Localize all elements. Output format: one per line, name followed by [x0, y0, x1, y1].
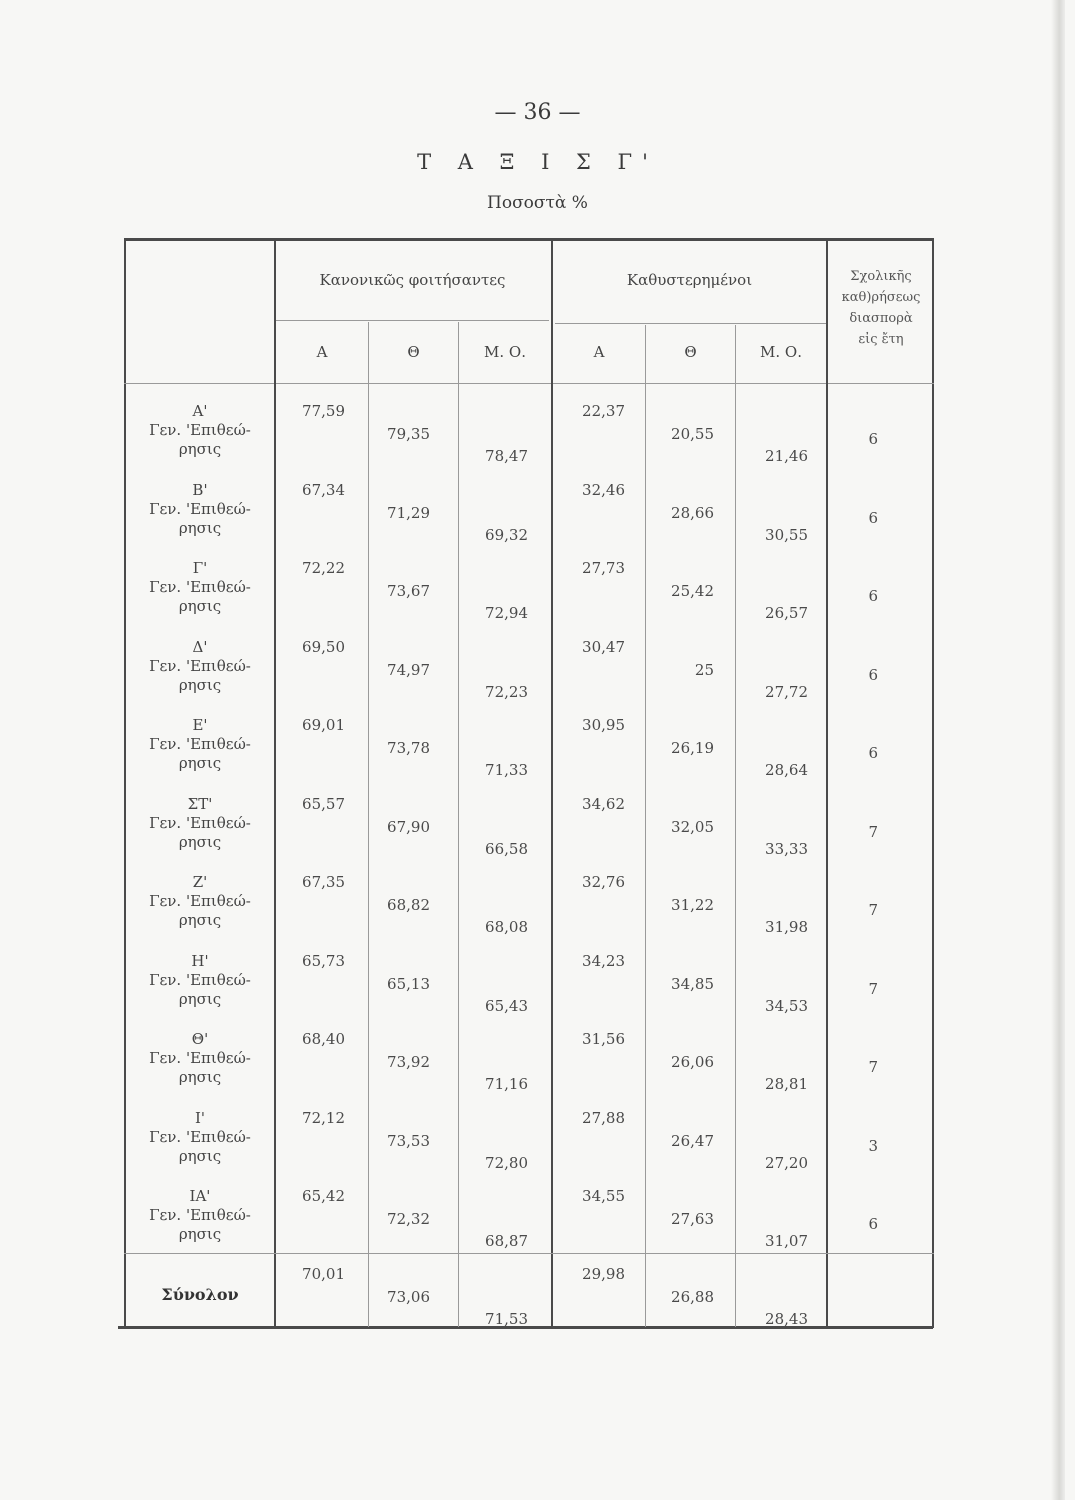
row-label-line: Γεν. 'Επιθεώ- — [149, 892, 251, 910]
row-label — [134, 1109, 266, 1166]
table-cell: 69,32 — [485, 525, 528, 544]
table-cell: 72,23 — [485, 682, 528, 701]
row-label — [134, 1187, 266, 1244]
row-label-line: Γεν. 'Επιθεώ- — [149, 499, 251, 518]
row-label — [134, 1030, 266, 1087]
header-bottom-rule — [124, 383, 934, 384]
table-cell: 72,12 — [302, 1108, 345, 1127]
table-cell: 65,43 — [485, 996, 528, 1015]
table-cell: 67,34 — [302, 480, 345, 499]
total-rule — [124, 1253, 934, 1254]
table-cell: 32,76 — [582, 873, 625, 891]
row-label-line: ρησις — [178, 440, 222, 458]
row-label-line: ΣΤ' — [187, 794, 213, 813]
table-cell: 6 — [868, 508, 878, 527]
table-cell: 6 — [868, 744, 878, 762]
row-label-line: ρησις — [178, 1146, 222, 1165]
table-cell: 79,35 — [387, 425, 430, 443]
table-cell: 34,62 — [582, 794, 625, 813]
table-cell: 69,01 — [302, 716, 345, 734]
table-cell: 69,50 — [302, 637, 345, 656]
table-cell: 6 — [868, 1215, 878, 1233]
row-label-line: Γεν. 'Επιθεώ- — [149, 1049, 251, 1067]
row-label-line: ρησις — [178, 754, 222, 772]
row-label-line: ρησις — [178, 989, 222, 1008]
row-label-line: Γεν. 'Επιθεώ- — [149, 1127, 251, 1146]
table-cell: 30,95 — [582, 716, 625, 734]
table-cell: 30,55 — [765, 525, 808, 544]
table-cell: 31,98 — [765, 918, 808, 936]
table-cell: 71,29 — [387, 503, 430, 522]
table-cell: 68,40 — [302, 1030, 345, 1048]
table-cell: 65,73 — [302, 951, 345, 970]
header-dispersion-line-3: διασπορὰ — [849, 311, 913, 326]
table-cell: 34,23 — [582, 951, 625, 970]
table-cell: 73,67 — [387, 582, 430, 600]
row-label-line: Α' — [192, 402, 208, 420]
table-cell: 72,94 — [485, 604, 528, 622]
row-label-line: Η' — [191, 951, 209, 970]
row-label-line: Γεν. 'Επιθεώ- — [149, 656, 251, 675]
table-cell: 71,33 — [485, 761, 528, 779]
table-top-border — [124, 238, 934, 241]
table-cell: 26,06 — [671, 1053, 714, 1071]
table-cell: 65,13 — [387, 974, 430, 993]
row-label — [134, 402, 266, 459]
total-cell: 28,43 — [765, 1310, 808, 1328]
table-cell: 72,32 — [387, 1210, 430, 1228]
table-cell: 72,80 — [485, 1153, 528, 1172]
row-label — [134, 559, 266, 616]
page-number: — 36 — — [494, 100, 581, 125]
table-cell: 33,33 — [765, 839, 808, 858]
row-label-line: Γεν. 'Επιθεώ- — [149, 970, 251, 989]
table-cell: 27,88 — [582, 1108, 625, 1127]
table-right-border — [932, 238, 934, 1328]
row-label-line: Γεν. 'Επιθεώ- — [149, 1206, 251, 1224]
table-cell: 66,58 — [485, 839, 528, 858]
table-cell: 68,08 — [485, 918, 528, 936]
row-label-line: Γεν. 'Επιθεώ- — [149, 578, 251, 596]
group-rule-1 — [276, 320, 549, 321]
table-cell: 67,35 — [302, 873, 345, 891]
header-dispersion — [828, 266, 934, 350]
table-cell: 30,47 — [582, 637, 625, 656]
row-label — [134, 952, 266, 1009]
table-cell: 67,90 — [387, 817, 430, 836]
row-label-line: ρησις — [178, 597, 222, 615]
col-line-a2 — [645, 325, 646, 1327]
table-cell: 65,42 — [302, 1187, 345, 1205]
table-cell: 27,72 — [765, 682, 808, 701]
col-header-mo-regular: Μ. Ο. — [484, 343, 526, 361]
table-cell: 7 — [868, 822, 878, 841]
table-cell: 34,85 — [671, 974, 714, 993]
table-cell: 22,37 — [582, 402, 625, 420]
total-cell: 73,06 — [387, 1288, 430, 1306]
table-cell: 68,82 — [387, 896, 430, 914]
page-title: Τ Α Ξ Ι Σ Γ' — [417, 150, 658, 174]
group-header-regular: Κανονικῶς φοιτήσαντες — [319, 271, 506, 289]
col-line-dispersion — [826, 240, 828, 1327]
table-cell: 31,56 — [582, 1030, 625, 1048]
col-line-group — [551, 240, 553, 1327]
col-line-a1 — [368, 322, 369, 1327]
row-label — [134, 481, 266, 538]
total-label: Σύνολον — [161, 1285, 239, 1304]
row-label-line: ρησις — [178, 1225, 222, 1243]
table-cell: 26,47 — [671, 1131, 714, 1150]
header-dispersion-line-2: καθ)ρήσεως — [841, 290, 921, 305]
row-label-line: ρησις — [178, 911, 222, 929]
table-cell: 27,20 — [765, 1153, 808, 1172]
col-header-t-delayed: Θ — [684, 343, 697, 361]
table-cell: 7 — [868, 901, 878, 919]
table-cell: 31,22 — [671, 896, 714, 914]
table-cell: 27,73 — [582, 559, 625, 577]
table-cell: 7 — [868, 1058, 878, 1076]
col-header-a-delayed: Α — [593, 343, 605, 361]
row-label-line: ρησις — [178, 832, 222, 851]
total-cell: 71,53 — [485, 1310, 528, 1328]
table-cell: 73,53 — [387, 1131, 430, 1150]
page-subtitle: Ποσοστὰ % — [487, 193, 588, 213]
table-left-border — [124, 238, 126, 1328]
row-label-line: ρησις — [178, 675, 222, 694]
total-cell: 70,01 — [302, 1265, 345, 1283]
table-cell: 27,63 — [671, 1210, 714, 1228]
row-label-line: Γ' — [192, 559, 208, 577]
table-cell: 73,78 — [387, 739, 430, 757]
table-cell: 32,05 — [671, 817, 714, 836]
row-label-line: Θ' — [191, 1030, 209, 1048]
table-cell: 6 — [868, 430, 878, 448]
col-header-mo-delayed: Μ. Ο. — [760, 343, 802, 361]
row-label — [134, 873, 266, 930]
col-line-label — [274, 240, 276, 1327]
table-cell: 21,46 — [765, 447, 808, 465]
total-cell: 26,88 — [671, 1288, 714, 1306]
table-cell: 73,92 — [387, 1053, 430, 1071]
table-cell: 26,57 — [765, 604, 808, 622]
table-cell: 31,07 — [765, 1232, 808, 1250]
table-cell: 78,47 — [485, 447, 528, 465]
table-cell: 25,42 — [671, 582, 714, 600]
table-cell: 25 — [694, 660, 714, 679]
table-cell: 74,97 — [387, 660, 430, 679]
row-label-line: Γεν. 'Επιθεώ- — [149, 421, 251, 439]
total-cell: 29,98 — [582, 1265, 625, 1283]
row-label-line: ΙΑ' — [189, 1187, 211, 1205]
row-label-line: Γεν. 'Επιθεώ- — [149, 813, 251, 832]
table-cell: 34,55 — [582, 1187, 625, 1205]
table-cell: 72,22 — [302, 559, 345, 577]
row-label-line: Ζ' — [192, 873, 208, 891]
group-header-delayed: Καθυστερημένοι — [626, 271, 753, 289]
row-label — [134, 795, 266, 852]
row-label-line: ρησις — [178, 1068, 222, 1086]
header-dispersion-line-4: εἰς ἔτη — [858, 332, 904, 347]
col-header-a-regular: Α — [316, 343, 328, 361]
col-line-t2 — [735, 325, 736, 1327]
row-label-line: Ε' — [192, 716, 208, 734]
table-cell: 20,55 — [671, 425, 714, 443]
col-line-t1 — [458, 322, 459, 1327]
col-header-t-regular: Θ — [407, 343, 420, 361]
table-cell: 3 — [868, 1136, 878, 1155]
row-label-line: Δ' — [192, 637, 208, 656]
row-label-line: ρησις — [178, 518, 222, 537]
table-cell: 71,16 — [485, 1075, 528, 1093]
table-cell: 28,66 — [671, 503, 714, 522]
table-cell: 7 — [868, 979, 878, 998]
table-cell: 6 — [868, 587, 878, 605]
row-label — [134, 716, 266, 773]
table-cell: 65,57 — [302, 794, 345, 813]
table-cell: 77,59 — [302, 402, 345, 420]
table-cell: 32,46 — [582, 480, 625, 499]
table-cell: 6 — [868, 665, 878, 684]
table-cell: 26,19 — [671, 739, 714, 757]
header-dispersion-line-1: Σχολικῆς — [850, 269, 912, 284]
row-label-line: Β' — [192, 480, 208, 499]
row-label-line: Γεν. 'Επιθεώ- — [149, 735, 251, 753]
row-label-line: Ι' — [194, 1108, 206, 1127]
table-cell: 28,64 — [765, 761, 808, 779]
table-cell: 34,53 — [765, 996, 808, 1015]
row-label — [134, 638, 266, 695]
table-cell: 28,81 — [765, 1075, 808, 1093]
table-cell: 68,87 — [485, 1232, 528, 1250]
group-rule-2 — [555, 323, 827, 324]
